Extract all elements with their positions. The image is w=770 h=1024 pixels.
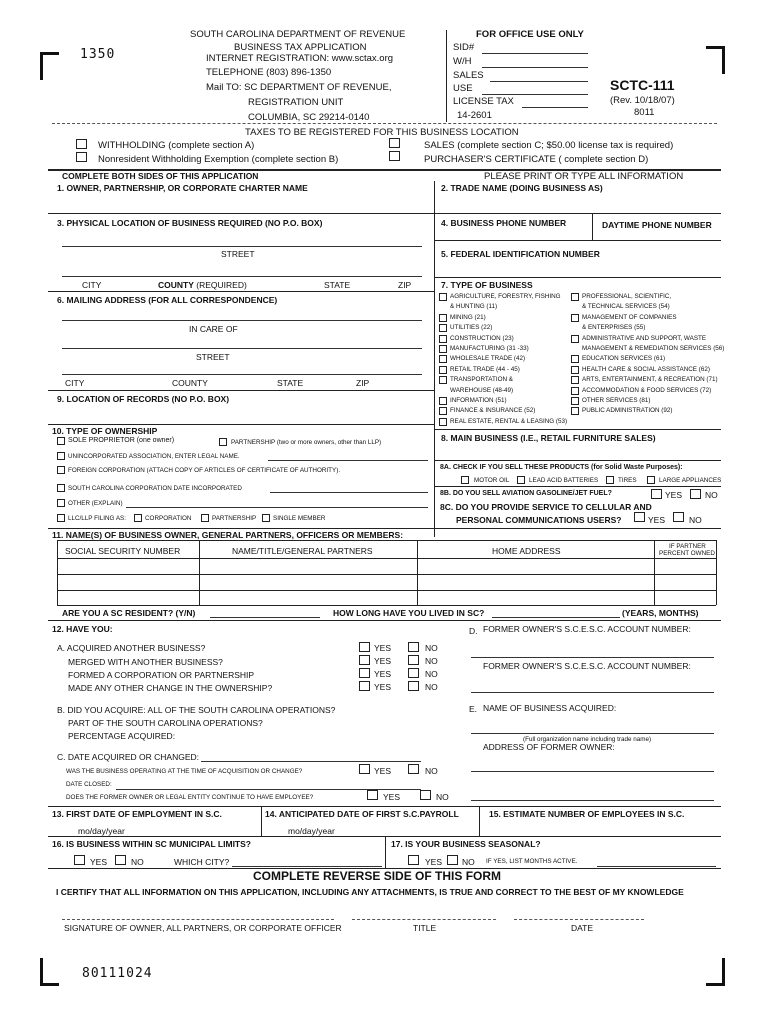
- section-6-label: 6. MAILING ADDRESS (FOR ALL CORRESPONDENCE): [57, 295, 278, 305]
- rule: [434, 277, 721, 278]
- change-yes-label: YES: [374, 669, 392, 679]
- aviation-no-checkbox[interactable]: [690, 489, 701, 499]
- date-line: [514, 919, 644, 920]
- business-type-label: MINING (21): [450, 313, 486, 321]
- business-type-checkbox[interactable]: [439, 376, 447, 384]
- owners-table-col: [417, 540, 418, 605]
- title-line: [352, 919, 496, 920]
- owners-table-row: [57, 558, 716, 559]
- in-care-of-caption: IN CARE OF: [189, 324, 238, 334]
- seasonal-yes-checkbox[interactable]: [408, 855, 419, 865]
- office-use-title: FOR OFFICE USE ONLY: [476, 29, 584, 40]
- former-owner-address-line-2: [471, 800, 714, 801]
- owners-table-col: [716, 540, 717, 605]
- acquired-label: A. ACQUIRED ANOTHER BUSINESS?: [57, 643, 206, 653]
- cellular-yes-label: YES: [648, 515, 666, 525]
- section-10-label: 10. TYPE OF OWNERSHIP: [52, 426, 158, 436]
- business-type-label: EDUCATION SERVICES (61): [582, 355, 666, 363]
- tires-label: TIRES: [618, 477, 637, 484]
- col-divider: [479, 806, 480, 836]
- section-12e-letter: E.: [469, 704, 478, 714]
- partnership-checkbox[interactable]: [219, 438, 227, 446]
- section-8c-label-2: PERSONAL COMMUNICATIONS USERS?: [456, 515, 622, 525]
- change-no-checkbox[interactable]: [408, 642, 419, 652]
- rule: [434, 240, 721, 241]
- llc-corporation-checkbox[interactable]: [134, 514, 142, 522]
- col-divider: [385, 836, 386, 868]
- business-type-checkbox[interactable]: [439, 418, 447, 426]
- purchaser-checkbox[interactable]: [389, 151, 400, 161]
- sc-corp-line: [270, 492, 428, 493]
- form-id: SCTC-111: [610, 77, 675, 93]
- change-yes-label: YES: [374, 656, 392, 666]
- mail-state-caption: STATE: [277, 378, 304, 388]
- business-type-label: OTHER SERVICES (81): [582, 397, 651, 404]
- llc-checkbox[interactable]: [57, 514, 65, 522]
- signature-line: [62, 919, 334, 920]
- nonresident-checkbox[interactable]: [76, 152, 87, 162]
- street-line: [62, 246, 422, 247]
- print-type-note: PLEASE PRINT OR TYPE ALL INFORMATION: [484, 171, 684, 182]
- municipal-yes-checkbox[interactable]: [74, 855, 85, 865]
- sales-line: [490, 81, 588, 82]
- rule: [434, 460, 721, 461]
- unincorporated-line: [268, 460, 428, 461]
- crop-mark-bottom-right: [706, 958, 725, 986]
- crop-mark-bottom-left: [40, 958, 59, 986]
- sc-corp-checkbox[interactable]: [57, 484, 65, 492]
- office-sales: SALES: [453, 70, 484, 81]
- business-type-label: CONSTRUCTION (23): [450, 334, 514, 342]
- section-14-label: 14. ANTICIPATED DATE OF FIRST S.C.PAYROLL: [265, 809, 459, 819]
- change-no-label: NO: [425, 643, 438, 653]
- business-type-label: FINANCE & INSURANCE (52): [450, 407, 536, 415]
- use-line: [482, 94, 588, 95]
- business-type-label: RETAIL TRADE (44 - 45): [450, 365, 520, 373]
- office-wh: W/H: [453, 56, 472, 67]
- llc-partnership-label: PARTNERSHIP: [212, 515, 257, 522]
- resident-line: [210, 617, 320, 618]
- change-yes-checkbox[interactable]: [359, 668, 370, 678]
- business-type-label: MANUFACTURING (31 -33): [450, 345, 529, 352]
- business-acquired-label: NAME OF BUSINESS ACQUIRED:: [483, 703, 617, 713]
- continue-yes-label: YES: [383, 792, 401, 802]
- rule: [48, 213, 721, 214]
- cellular-yes-checkbox[interactable]: [634, 512, 645, 522]
- city-caption: CITY: [82, 280, 102, 290]
- change-no-checkbox[interactable]: [408, 681, 419, 691]
- business-type-label: MANAGEMENT & REMEDIATION SERVICES (56): [582, 345, 725, 352]
- col-divider: [434, 181, 435, 537]
- resident-question: ARE YOU A SC RESIDENT? (Y/N): [62, 608, 196, 618]
- withholding-label: WITHHOLDING (complete section A): [98, 140, 255, 151]
- section-11-label: 11. NAME(S) OF BUSINESS OWNER, GENERAL PARTNERS, OFFICERS OR MEMBERS:: [52, 530, 404, 540]
- certification-statement: I CERTIFY THAT ALL INFORMATION ON THIS APPLICATION, INCLUDING ANY ATTACHMENTS, IS TRUE AND CORRECT TO THE BEST OF MY KNOWLEDGE: [56, 887, 684, 897]
- section-16-label: 16. IS BUSINESS WITHIN SC MUNICIPAL LIMITS?: [52, 839, 251, 849]
- change-no-label: NO: [425, 669, 438, 679]
- section-15-label: 15. ESTIMATE NUMBER OF EMPLOYEES IN S.C.: [489, 809, 685, 819]
- mail-county-caption: COUNTY: [172, 378, 208, 388]
- owners-table-col: [654, 540, 655, 605]
- section-17-label: 17. IS YOUR BUSINESS SEASONAL?: [391, 839, 541, 849]
- form-number-bottom: 80111024: [82, 966, 153, 981]
- business-type-checkbox[interactable]: [571, 293, 579, 301]
- change-yes-label: YES: [374, 643, 392, 653]
- seasonal-no-label: NO: [462, 857, 475, 867]
- agency-name: SOUTH CAROLINA DEPARTMENT OF REVENUE: [190, 29, 406, 40]
- municipal-yes-label: YES: [90, 857, 108, 867]
- business-type-checkbox[interactable]: [571, 335, 579, 343]
- change-yes-checkbox[interactable]: [359, 655, 370, 665]
- business-type-label: PUBLIC ADMINISTRATION (92): [582, 407, 673, 415]
- business-type-label: & ENTERPRISES (55): [582, 324, 646, 332]
- llc-partnership-checkbox[interactable]: [201, 514, 209, 522]
- section-4-label: 4. BUSINESS PHONE NUMBER: [441, 218, 567, 228]
- form-number-top: 1350: [80, 47, 116, 62]
- state-caption: STATE: [324, 280, 351, 290]
- date-closed-label: DATE CLOSED:: [66, 781, 112, 788]
- continue-yes-checkbox[interactable]: [367, 790, 378, 800]
- owners-table-top: [57, 540, 716, 541]
- business-type-checkbox[interactable]: [439, 314, 447, 322]
- owners-table-bottom: [57, 605, 716, 606]
- section-7-label: 7. TYPE OF BUSINESS: [441, 280, 533, 290]
- municipal-no-label: NO: [131, 857, 144, 867]
- cellular-no-checkbox[interactable]: [673, 512, 684, 522]
- city-line: [62, 276, 422, 277]
- purchaser-label: PURCHASER'S CERTIFICATE ( complete section D): [424, 154, 649, 165]
- sole-proprietor-label: SOLE PROPRIETOR (one owner): [68, 437, 175, 444]
- business-type-label: ARTS, ENTERTAINMENT, & RECREATION (71): [582, 376, 718, 384]
- merged-label: MERGED WITH ANOTHER BUSINESS?: [68, 657, 223, 667]
- zip-caption: ZIP: [398, 280, 412, 290]
- acquire-part-label: PART OF THE SOUTH CAROLINA OPERATIONS?: [68, 718, 263, 728]
- aviation-no-label: NO: [705, 490, 718, 500]
- other-explain-line: [126, 507, 428, 508]
- section-8b-label: 8B. DO YOU SELL AVIATION GASOLINE/JET FUEL?: [440, 490, 612, 497]
- large-appliances-label: LARGE APPLIANCES: [659, 477, 722, 484]
- formed-label: FORMED A CORPORATION OR PARTNERSHIP: [68, 670, 255, 680]
- mail-unit: REGISTRATION UNIT: [248, 97, 344, 108]
- rule: [434, 429, 721, 430]
- business-type-checkbox[interactable]: [571, 366, 579, 374]
- complete-both-sides: COMPLETE BOTH SIDES OF THIS APPLICATION: [62, 171, 259, 181]
- owners-table-row: [57, 574, 716, 575]
- llc-label: LLC/LLP FILING AS:: [68, 515, 126, 522]
- section-2-label: 2. TRADE NAME (DOING BUSINESS AS): [441, 183, 603, 193]
- business-type-label: ACCOMMODATION & FOOD SERVICES (72): [582, 386, 712, 394]
- mail-city: COLUMBIA, SC 29214-0140: [248, 112, 370, 123]
- other-change-label: MADE ANY OTHER CHANGE IN THE OWNERSHIP?: [68, 683, 273, 693]
- sid-line: [482, 53, 588, 54]
- mail-name-line: [62, 320, 422, 321]
- crop-mark-top-left: [40, 52, 59, 80]
- rule: [48, 390, 434, 391]
- seasonal-months-line: [597, 866, 716, 867]
- office-license: LICENSE TAX: [453, 96, 514, 107]
- foreign-corp-checkbox[interactable]: [57, 466, 65, 474]
- ssn-header: SOCIAL SECURITY NUMBER: [65, 546, 181, 556]
- business-type-label: ADMINISTRATIVE AND SUPPORT, WASTE: [582, 334, 707, 342]
- continue-no-label: NO: [436, 792, 449, 802]
- business-type-checkbox[interactable]: [571, 376, 579, 384]
- business-type-checkbox[interactable]: [571, 355, 579, 363]
- mail-street-caption: STREET: [196, 352, 230, 362]
- seasonal-no-checkbox[interactable]: [447, 855, 458, 865]
- operating-yes-checkbox[interactable]: [359, 764, 370, 774]
- aviation-yes-checkbox[interactable]: [651, 489, 662, 499]
- former-account-label-2: FORMER OWNER'S S.C.E.S.C. ACCOUNT NUMBER:: [483, 661, 691, 671]
- section-8-label: 8. MAIN BUSINESS (I.E., RETAIL FURNITURE SALES): [441, 433, 656, 443]
- owners-table-col: [57, 540, 58, 605]
- change-yes-label: YES: [374, 682, 392, 692]
- llc-single-label: SINGLE MEMBER: [273, 515, 326, 522]
- section-5-label: 5. FEDERAL IDENTIFICATION NUMBER: [441, 249, 600, 259]
- years-months: (YEARS, MONTHS): [622, 608, 699, 618]
- title-caption: TITLE: [413, 923, 437, 933]
- first-employment-date-format: mo/day/year: [78, 826, 125, 836]
- former-account-label: FORMER OWNER'S S.C.E.S.C. ACCOUNT NUMBER:: [483, 624, 691, 634]
- crop-mark-top-right: [706, 46, 725, 74]
- business-type-checkbox[interactable]: [571, 387, 579, 395]
- mail-to: Mail TO: SC DEPARTMENT OF REVENUE,: [206, 82, 392, 93]
- section-9-label: 9. LOCATION OF RECORDS (NO P.O. BOX): [57, 394, 230, 404]
- lead-acid-checkbox[interactable]: [517, 476, 525, 484]
- percent-header-1: IF PARTNER: [669, 543, 706, 550]
- form-code: 8011: [634, 107, 655, 118]
- rule: [434, 486, 721, 487]
- which-city-label: WHICH CITY?: [174, 857, 230, 867]
- continue-no-checkbox[interactable]: [420, 790, 431, 800]
- business-type-label: WHOLESALE TRADE (42): [450, 355, 526, 363]
- rule: [48, 620, 721, 621]
- llc-single-checkbox[interactable]: [262, 514, 270, 522]
- sc-corp-label: SOUTH CAROLINA CORPORATION DATE INCORPORATED: [68, 485, 242, 492]
- address-header: HOME ADDRESS: [492, 546, 561, 556]
- form-rev: (Rev. 10/18/07): [610, 95, 675, 106]
- street-caption: STREET: [221, 249, 255, 259]
- business-type-checkbox[interactable]: [439, 293, 447, 301]
- acquire-all-label: B. DID YOU ACQUIRE: ALL OF THE SOUTH CAROLINA OPERATIONS?: [57, 705, 336, 715]
- business-type-checkbox[interactable]: [571, 397, 579, 405]
- business-type-checkbox[interactable]: [439, 407, 447, 415]
- office-use: USE: [453, 83, 473, 94]
- complete-reverse-side: COMPLETE REVERSE SIDE OF THIS FORM: [253, 869, 502, 883]
- seasonal-months-label: IF YES, LIST MONTHS ACTIVE.: [486, 858, 578, 865]
- withholding-checkbox[interactable]: [76, 139, 87, 149]
- business-type-checkbox[interactable]: [439, 397, 447, 405]
- business-type-checkbox[interactable]: [439, 335, 447, 343]
- name-header: NAME/TITLE/GENERAL PARTNERS: [232, 546, 373, 556]
- unincorporated-label: UNINCORPORATED ASSOCIATION, ENTER LEGAL NAME.: [68, 453, 240, 460]
- which-city-line: [232, 866, 382, 867]
- continue-employee-question: DOES THE FORMER OWNER OR LEGAL ENTITY CONTINUE TO HAVE EMPLOYEE?: [66, 794, 314, 801]
- percentage-acquired-label: PERCENTAGE ACQUIRED:: [68, 731, 176, 741]
- section-13-label: 13. FIRST DATE OF EMPLOYMENT IN S.C.: [52, 809, 222, 819]
- phone-divider: [592, 213, 593, 240]
- date-acquired-line: [201, 761, 421, 762]
- wh-line: [482, 67, 588, 68]
- col-divider: [261, 806, 262, 836]
- change-yes-checkbox[interactable]: [359, 681, 370, 691]
- operating-no-checkbox[interactable]: [408, 764, 419, 774]
- business-type-checkbox[interactable]: [439, 355, 447, 363]
- signature-caption: SIGNATURE OF OWNER, ALL PARTNERS, OR CORPORATE OFFICER: [64, 923, 342, 933]
- office-code: 14-2601: [457, 110, 492, 121]
- taxes-title: TAXES TO BE REGISTERED FOR THIS BUSINESS LOCATION: [245, 127, 519, 138]
- business-type-checkbox[interactable]: [439, 345, 447, 353]
- percent-header-2: PERCENT OWNED: [659, 550, 715, 557]
- motor-oil-label: MOTOR OIL: [474, 477, 510, 484]
- business-type-checkbox[interactable]: [571, 314, 579, 322]
- business-type-label: HEALTH CARE & SOCIAL ASSISTANCE (62): [582, 365, 710, 373]
- former-owner-address-line: [471, 771, 714, 772]
- business-type-label: AGRICULTURE, FORESTRY, FISHING: [450, 293, 561, 300]
- county-required-caption: COUNTY (REQUIRED): [158, 280, 247, 290]
- telephone: TELEPHONE (803) 896-1350: [206, 67, 332, 78]
- mail-zip-caption: ZIP: [356, 378, 370, 388]
- change-no-label: NO: [425, 682, 438, 692]
- section-12d-letter: D.: [469, 626, 478, 636]
- owners-table-row: [57, 590, 716, 591]
- operating-question: WAS THE BUSINESS OPERATING AT THE TIME OF ACQUISITION OR CHANGE?: [66, 768, 303, 775]
- mail-city-line: [62, 374, 422, 375]
- mail-street-line: [62, 348, 422, 349]
- business-type-checkbox[interactable]: [439, 366, 447, 374]
- former-account-line-2: [471, 692, 714, 693]
- business-type-label: & TECHNICAL SERVICES (54): [582, 303, 670, 311]
- office-sid: SID#: [453, 42, 475, 53]
- business-type-label: REAL ESTATE, RENTAL & LEASING (53): [450, 417, 568, 425]
- internet-registration: INTERNET REGISTRATION: www.sctax.org: [206, 53, 394, 64]
- business-type-label: INFORMATION (51): [450, 397, 507, 404]
- change-yes-checkbox[interactable]: [359, 642, 370, 652]
- sales-label: SALES (complete section C; $50.00 license tax is required): [424, 140, 674, 151]
- operating-yes-label: YES: [374, 766, 392, 776]
- change-no-checkbox[interactable]: [408, 655, 419, 665]
- partnership-label: PARTNERSHIP (two or more owners, other than LLP): [231, 439, 382, 446]
- tires-checkbox[interactable]: [606, 476, 614, 484]
- business-type-checkbox[interactable]: [571, 407, 579, 415]
- business-type-label: WAREHOUSE (48-49): [450, 386, 514, 394]
- section-1-label: 1. OWNER, PARTNERSHIP, OR CORPORATE CHARTER NAME: [57, 183, 308, 193]
- rule: [48, 424, 434, 425]
- unincorporated-checkbox[interactable]: [57, 452, 65, 460]
- former-owner-address-label: ADDRESS OF FORMER OWNER:: [483, 742, 615, 752]
- section-8c-label: 8C. DO YOU PROVIDE SERVICE TO CELLULAR AND: [440, 502, 652, 512]
- business-type-label: & HUNTING (11): [450, 303, 498, 311]
- payroll-date-format: mo/day/year: [288, 826, 335, 836]
- how-long-question: HOW LONG HAVE YOU LIVED IN SC?: [333, 608, 485, 618]
- office-divider: [446, 30, 447, 122]
- daytime-phone-label: DAYTIME PHONE NUMBER: [602, 220, 712, 230]
- section-12-label: 12. HAVE YOU:: [52, 624, 113, 634]
- other-ownership-label: OTHER (EXPLAIN): [68, 500, 123, 507]
- header-dashed-line: [52, 123, 717, 124]
- form-title: BUSINESS TAX APPLICATION: [234, 42, 367, 53]
- aviation-yes-label: YES: [665, 490, 683, 500]
- sole-proprietor-checkbox[interactable]: [57, 437, 65, 445]
- large-appliances-checkbox[interactable]: [647, 476, 655, 484]
- full-org-name-note: (Full organization name including trade name): [523, 736, 652, 743]
- foreign-corp-label: FOREIGN CORPORATION (ATTACH COPY OF ARTICLES OF CERTIFICATE OF AUTHORITY).: [68, 467, 341, 474]
- section-3-label: 3. PHYSICAL LOCATION OF BUSINESS REQUIRED (NO P.O. BOX): [57, 218, 323, 228]
- business-type-checkbox[interactable]: [439, 324, 447, 332]
- other-ownership-checkbox[interactable]: [57, 499, 65, 507]
- owners-table-col: [199, 540, 200, 605]
- mail-city-caption: CITY: [65, 378, 85, 388]
- rule: [48, 291, 434, 292]
- cellular-no-label: NO: [689, 515, 702, 525]
- license-line: [522, 107, 588, 108]
- business-type-label: UTILITIES (22): [450, 324, 493, 332]
- llc-corporation-label: CORPORATION: [145, 515, 192, 522]
- lead-acid-label: LEAD ACID BATTERIES: [529, 477, 599, 484]
- business-acquired-line: [471, 733, 714, 734]
- section-8a-label: 8A. CHECK IF YOU SELL THESE PRODUCTS (for Solid Waste Purposes):: [440, 464, 683, 471]
- business-type-label: PROFESSIONAL, SCIENTIFIC,: [582, 293, 672, 300]
- date-caption: DATE: [571, 923, 594, 933]
- change-no-label: NO: [425, 656, 438, 666]
- business-type-label: TRANSPORTATION &: [450, 376, 513, 384]
- municipal-no-checkbox[interactable]: [115, 855, 126, 865]
- date-acquired-label: C. DATE ACQUIRED OR CHANGED:: [57, 752, 199, 762]
- how-long-line: [492, 617, 620, 618]
- seasonal-yes-label: YES: [425, 857, 443, 867]
- sales-checkbox[interactable]: [389, 138, 400, 148]
- operating-no-label: NO: [425, 766, 438, 776]
- motor-oil-checkbox[interactable]: [461, 476, 469, 484]
- nonresident-label: Nonresident Withholding Exemption (complete section B): [98, 154, 339, 165]
- rule: [48, 528, 721, 529]
- change-no-checkbox[interactable]: [408, 668, 419, 678]
- rule: [48, 806, 721, 807]
- former-account-line: [471, 657, 714, 658]
- business-type-label: MANAGEMENT OF COMPANIES: [582, 313, 677, 321]
